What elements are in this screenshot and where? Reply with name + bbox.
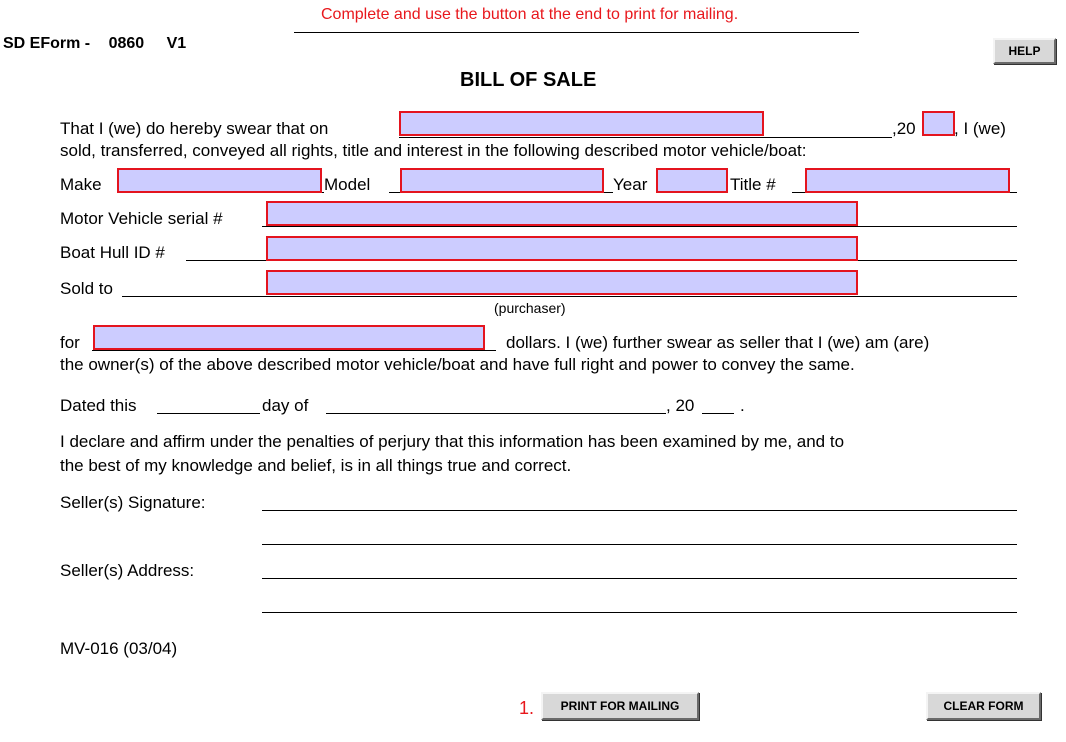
- month-line: [326, 413, 666, 414]
- sold-line-text: sold, transferred, conveyed all rights, title and interest in the following described motor vehicle/boat:: [60, 141, 807, 160]
- model-label: Model: [324, 175, 371, 194]
- declaration-line-1: I declare and affirm under the penalties of perjury that this information has been examined by me, and to: [60, 432, 845, 451]
- clear-form-button[interactable]: CLEAR FORM: [926, 692, 1041, 720]
- hull-label: Boat Hull ID #: [60, 243, 165, 262]
- address-label: Seller(s) Address:: [60, 561, 195, 580]
- amount-field[interactable]: [93, 325, 485, 350]
- step-number: 1.: [519, 698, 535, 718]
- model-field[interactable]: [400, 168, 604, 193]
- sale-date-line: [399, 137, 892, 138]
- day-line: [157, 413, 260, 414]
- owner-line-text: the owner(s) of the above described motor vehicle/boat and have full right and power to convey the same.: [60, 355, 855, 374]
- hull-id-field[interactable]: [266, 236, 858, 261]
- sale-date-field[interactable]: [399, 111, 764, 136]
- form-id: [3, 35, 186, 53]
- signature-line-2: [262, 544, 1017, 545]
- help-button[interactable]: HELP: [993, 38, 1056, 64]
- serial-field[interactable]: [266, 201, 858, 226]
- we-label: , I (we): [954, 119, 1006, 138]
- form-version: V1: [166, 35, 187, 52]
- year-20-label: , 20: [666, 396, 695, 415]
- sold-to-label: Sold to: [60, 279, 113, 298]
- instruction-text: Complete and use the button at the end to print for mailing.: [321, 6, 739, 23]
- title-number-label: Title #: [730, 175, 776, 194]
- dated-period: .: [740, 396, 745, 415]
- purchaser-caption: (purchaser): [494, 300, 566, 316]
- sale-year-field[interactable]: [922, 111, 955, 136]
- instruction-underline: [294, 32, 859, 33]
- day-of-label: day of: [262, 396, 309, 415]
- year-prefix-label: ,20: [892, 119, 916, 138]
- title-number-field[interactable]: [805, 168, 1010, 193]
- make-label: Make: [60, 175, 102, 194]
- serial-line: [262, 226, 1017, 227]
- dated-this-label: Dated this: [60, 396, 137, 415]
- sold-to-field[interactable]: [266, 270, 858, 295]
- page-title: BILL OF SALE: [460, 69, 597, 91]
- address-line-1: [262, 578, 1017, 579]
- year-field[interactable]: [656, 168, 728, 193]
- year-label: Year: [613, 175, 648, 194]
- serial-label: Motor Vehicle serial #: [60, 209, 223, 228]
- signature-line-1: [262, 510, 1017, 511]
- form-number: 0860: [108, 35, 145, 52]
- amount-line: [92, 350, 496, 351]
- form-code: MV-016 (03/04): [60, 639, 178, 658]
- print-for-mailing-button[interactable]: PRINT FOR MAILING: [541, 692, 699, 720]
- declaration-line-2: the best of my knowledge and belief, is in all things true and correct.: [60, 456, 572, 475]
- sworn-on-label: That I (we) do hereby swear that on: [60, 119, 329, 138]
- address-line-2: [262, 612, 1017, 613]
- make-field[interactable]: [117, 168, 322, 193]
- signature-label: Seller(s) Signature:: [60, 493, 206, 512]
- dated-year-line: [702, 413, 734, 414]
- sold-to-line: [122, 296, 1017, 297]
- for-label: for: [60, 333, 80, 352]
- form-id-label: SD EForm -: [3, 35, 91, 52]
- dollars-line-text: dollars. I (we) further swear as seller that I (we) am (are): [506, 333, 930, 352]
